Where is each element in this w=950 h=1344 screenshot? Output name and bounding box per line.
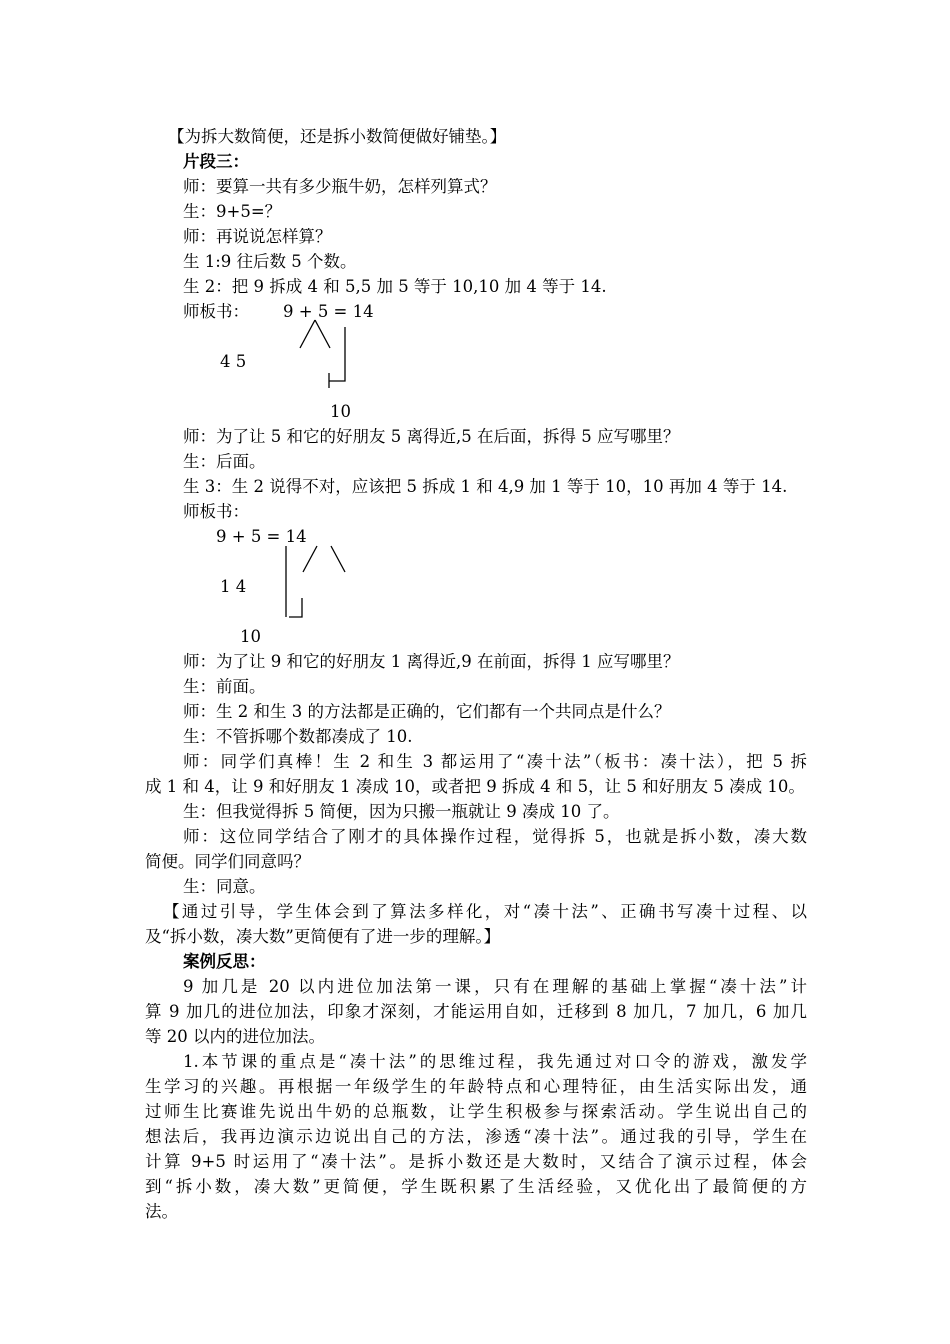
dialogue-line: 师：生 2 和生 3 的方法都是正确的，它们都有一个共同点是什么？ <box>183 702 671 721</box>
dialogue-line: 简便。同学们同意吗？ <box>145 852 310 871</box>
dialogue-line: 师：这位同学结合了刚才的具体操作过程，觉得拆 5，也就是拆小数，凑大数 <box>183 827 807 846</box>
dialogue-line: 生：但我觉得拆 5 简便，因为只搬一瓶就让 9 凑成 10 了。 <box>183 802 620 821</box>
board2-bracket-right <box>289 598 302 617</box>
dialogue-line: 生 3：生 2 说得不对，应该把 5 拆成 1 和 4,9 加 1 等于 10，10 再加 4 等于 14. <box>183 477 788 496</box>
board-label: 师板书： <box>183 502 249 521</box>
dialogue-line: 成 1 和 4，让 9 和好朋友 1 凑成 10，或者把 9 拆成 4 和 5，让 5 和好朋友 5 凑成 10。 <box>145 777 805 796</box>
board-label: 师板书： <box>183 302 249 321</box>
board1-ten: 10 <box>330 402 351 421</box>
paragraph-line: 计算 9+5 时运用了“凑十法”。是拆小数还是大数时，又结合了演示过程，体会 <box>145 1152 807 1171</box>
paragraph-line: 到“拆小数，凑大数”更简便，学生既积累了生活经验，又优化出了最简便的方 <box>145 1177 807 1196</box>
board2-right-stroke <box>331 546 345 572</box>
dialogue-line: 师：同学们真棒！生 2 和生 3 都运用了“凑十法”（板书：凑十法），把 5 拆 <box>183 752 807 771</box>
dialogue-line: 生：前面。 <box>183 677 266 696</box>
annotation-note: 【通过引导，学生体会到了算法多样化，对“凑十法”、正确书写凑十过程、以 <box>163 902 807 921</box>
annotation-note: 及“拆小数，凑大数”更简便有了进一步的理解。】 <box>145 927 501 946</box>
dialogue-line: 生 1:9 往后数 5 个数。 <box>183 252 357 271</box>
board1-equation: 9 + 5 = 14 <box>283 302 374 321</box>
section-heading: 案例反思： <box>183 952 266 971</box>
board1-right-stroke <box>315 320 330 348</box>
dialogue-line: 师：再说说怎样算？ <box>183 227 332 246</box>
board2-left-stroke <box>303 546 317 572</box>
dialogue-line: 生：同意。 <box>183 877 266 896</box>
board2-split: 1 4 <box>220 577 247 596</box>
dialogue-line: 生 2：把 9 拆成 4 和 5,5 加 5 等于 10,10 加 4 等于 14. <box>183 277 607 296</box>
dialogue-line: 师：为了让 5 和它的好朋友 5 离得近,5 在后面，拆得 5 应写哪里？ <box>183 427 680 446</box>
board2-ten: 10 <box>240 627 261 646</box>
board1-left-stroke <box>300 320 315 348</box>
paragraph-line: 过师生比赛谁先说出牛奶的总瓶数，让学生积极参与探索活动。学生说出自己的 <box>145 1102 807 1121</box>
board1-bracket <box>329 327 345 381</box>
dialogue-line: 生：9+5=？ <box>183 202 282 221</box>
dialogue-line: 师：要算一共有多少瓶牛奶，怎样列算式？ <box>183 177 497 196</box>
paragraph-line: 想法后，我再边演示边说出自己的方法，渗透“凑十法”。通过我的引导，学生在 <box>145 1127 807 1146</box>
paragraph-line: 等 20 以内的进位加法。 <box>145 1027 325 1046</box>
paragraph-line: 9 加几是 20 以内进位加法第一课，只有在理解的基础上掌握“凑十法”计 <box>183 977 807 996</box>
board1-split: 4 5 <box>220 352 247 371</box>
dialogue-line: 生：不管拆哪个数都凑成了 10. <box>183 727 413 746</box>
paragraph-line: 算 9 加几的进位加法，印象才深刻，才能运用自如，迁移到 8 加几，7 加几，6 加几 <box>145 1002 807 1021</box>
paragraph-line: 生学习的兴趣。再根据一年级学生的年龄特点和心理特征，由生活实际出发，通 <box>145 1077 807 1096</box>
dialogue-line: 师：为了让 9 和它的好朋友 1 离得近,9 在前面，拆得 1 应写哪里？ <box>183 652 680 671</box>
board2-equation: 9 + 5 = 14 <box>216 527 307 546</box>
paragraph-line: 法。 <box>145 1202 178 1221</box>
paragraph-line: 1.本节课的重点是“凑十法”的思维过程，我先通过对口令的游戏，激发学 <box>183 1052 807 1071</box>
dialogue-line: 生：后面。 <box>183 452 266 471</box>
annotation-note: 【为拆大数简便，还是拆小数简便做好铺垫。】 <box>168 127 507 146</box>
section-heading: 片段三： <box>183 152 249 171</box>
